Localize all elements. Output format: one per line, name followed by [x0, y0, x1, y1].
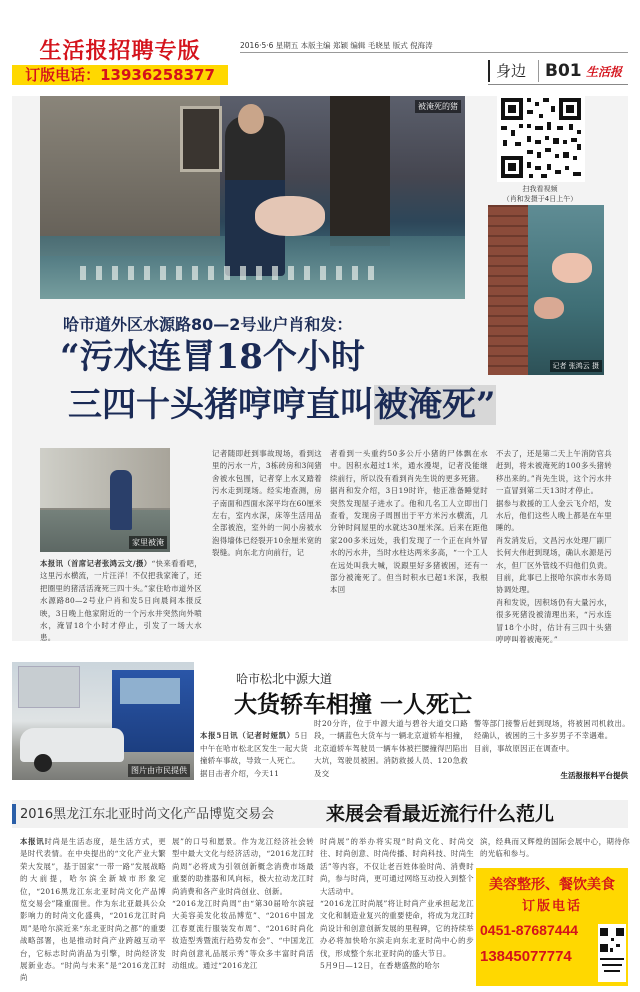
building-bg	[18, 666, 80, 708]
qr-caption-1: 扫我看视频	[522, 185, 558, 193]
recruit-promo	[12, 39, 228, 86]
section-rule	[488, 84, 628, 85]
story2-photo	[12, 662, 194, 780]
story2-source: 生活报报料平台提供	[560, 771, 628, 780]
brick-wall	[488, 205, 528, 375]
story2-kicker: 哈市松北中源大道	[236, 672, 333, 686]
truck-window	[120, 678, 180, 704]
qr-code-icon	[497, 94, 585, 182]
issue-info: 2016·5·6 星期五 本版主编 郑颖 编辑 毛晓星 版式 倪海涛	[240, 41, 433, 50]
story1-headline-line1: “污水连冒18个小时	[60, 337, 365, 377]
ad-qr-icon	[598, 924, 626, 982]
ad-phone-1: 0451-87687444	[480, 922, 579, 938]
story2-headline: 大货轿车相撞 一人死亡	[234, 691, 473, 718]
story2-col2: 时20分许，位于中源大道与碧谷大道交口路段，一辆蓝色大货车与一辆北京道轿车相撞，北京道轿车驾驶员一辆车体被拦腰撞得凹陷出大坑，驾驶员被困。消防救援人员、120急救及交	[314, 719, 468, 778]
story3-col1-text: 时尚是生活态度，是生活方式，更是时代表情。在中央提出的“文化产业大繁荣大发展”，基于国家“一带一路”发展战略的大前提，哈尔滨全新城市形象定位，“2016黑龙江东北亚时尚文化产品博览交易会”隆重面世。作为东北亚最具公众影响力的时尚文化盛典，“2016龙江时尚周”是哈尔滨近来“东北亚时尚之都”的重要战略部署，也是推动时尚产业跨越互动平台，它标志时尚消品为引擎，时尚经济发展新业态。“时尚与未来”是“2016龙江时尚	[20, 837, 166, 983]
story1-kicker: 哈市道外区水源路80—2号业户肖和发：	[63, 315, 353, 334]
story3-band-mark	[12, 804, 16, 824]
story1-col1	[40, 558, 202, 643]
story2-col3: 警等部门接警后赶到现场，将被困司机救出。经确认，被困的三十多岁男子不幸遇难。 目前，事故原因正在调查中。	[474, 719, 630, 753]
ad-title: 美容整形、餐饮美食	[489, 877, 615, 893]
story3-headline: 来展会看最近流行什么范儿	[326, 803, 555, 825]
main-photo-label: 被淹死的猪	[415, 100, 461, 113]
story3-kicker: 2016黑龙江东北亚时尚文化产品博览交易会	[20, 807, 275, 822]
indoor-person	[110, 470, 132, 530]
headline-line2-part1: 三四十头猪哼哼直叫	[68, 385, 374, 425]
story1-side-photo	[488, 205, 604, 375]
wall-window	[180, 106, 222, 172]
qr-caption-2: （肖和发摄于4日上午）	[502, 195, 578, 203]
story1-col3: 者看到一头重约50多公斤小猪的尸体飘在水中。因积水超过1米，通水漫堤，记者没能继续前行，所以没有看到肖先生说的更多死猪。 据肖和发介绍，3日19时许，他正准备睡觉时突然发现屋子进水了。他和几名工人立即出门查看，发现房子周围出于平方米污水横流，几分钟时间屋里的水就达30厘米深。后来在距他家200多米远处，我们发现了一个正在向外冒水的污水井，当时水柱达两米多高，“一个工人在远处叫我大喊，说跟里好多猪被困，还有一部分被淹死了。但当时积水已超1米深，我根本回	[330, 449, 488, 595]
story1-col4: 不去了，还是第二天上午消防官兵赶到，将未被淹死的100多头猪转移出来的。”肖先生说，这个污水井一直冒到第二天13时才停止。 据参与救援的工人金云飞介绍，发水后，他们这些人晚上都是在车里睡的。 肖发消发后，文昌污水处理厂副厂长何大伟赶到现场，确认水源是污水，但厂区外管线不归他们负责。目前，此事已上报哈尔滨市水务局协调处理。 肖和发说，因积场仍有大量污水，很多死猪没被清理出来，“污水连冒18个小时，估计有三四十头猪哼哼叫着被淹死。”	[496, 449, 612, 645]
story3-byline: 本报讯	[20, 837, 45, 846]
header-rule	[240, 52, 628, 53]
story3-col1	[20, 836, 166, 986]
dead-pig	[255, 196, 325, 236]
recruit-promo-title: 生活报招聘专版	[12, 39, 228, 65]
story1-col2: 记者随即赶到事故现场，看到这里的污水一片，3栋砖房和3间猪舍被水包围，记者穿上水叉踏着污水走到现场。经实地查测，房子南面和西面水深平均在60厘米左右，室内水深，床等生活用品全部被泡，室外的一间小房被水泡得墙体已经裂开10余厘米宽的裂缝。向东北方向前行，记	[212, 449, 322, 558]
story1-headline-line2	[68, 383, 628, 427]
story2-col1	[200, 718, 308, 782]
ad-phone-2: 13845077774	[480, 948, 572, 965]
indoor-room	[40, 448, 170, 508]
story2-col1-text: 5日中午在哈市松北区发生一起大货撞轿车事故，导致一人死亡。 据目击者介绍，今天11	[200, 731, 308, 778]
car-wheel	[34, 754, 52, 772]
story3-col2: 展”的口号和愿景。作为龙江经济社会转型中最大文化与经济活动，“2016龙江时尚周”必将成为引领创新概念消费市场最重要的助推器和风向标，极大拉动龙江时尚消费和各产业时尚创业、创新。 “2016龙江时尚周”由“第30届哈尔滨冠大美容美发化妆品博览”、“2016中国龙江春夏流行服装发布周”、“2016时尚化妆造型秀暨流行趋势发布会”、“中国龙江时尚创意礼品展示秀”等众多丰富时尚活动组成。通过“2016龙江	[172, 837, 314, 971]
story2-byline: 本报5日讯（记者时娅凯）	[200, 731, 295, 741]
story1-small-photo	[40, 448, 170, 552]
person-head	[238, 104, 264, 134]
ad-subtitle: 订版电话	[521, 899, 582, 914]
pig-head-2	[534, 297, 564, 319]
brand-logo: 生活报	[586, 65, 623, 79]
story1-main-photo	[40, 96, 465, 299]
ad-qr-code	[598, 924, 626, 982]
story1-col1-text: “快来看看吧，这里污水横流，一片汪洋！不仅把我家淹了，还把圈里的猪活活淹死三四十头。”家住哈市道外区水源路80—2号业户肖和发5日向晨间本报反映，3日晚上他家附近的一个污水井突然向外喷水，淹冒18个小时才停止，引发了一场大水患。	[40, 559, 202, 643]
story1-byline: 本报讯（首席记者张鸿云文/摄）	[40, 559, 152, 568]
headline-line2-highlight: 被淹死”	[374, 385, 496, 425]
section-name: 身边	[488, 60, 526, 82]
small-photo-label: 家里被淹	[129, 536, 167, 549]
story2-photo-label: 图片由市民提供	[128, 764, 190, 777]
debris-white	[80, 266, 380, 280]
page-number: B01	[538, 60, 582, 82]
door	[330, 96, 390, 246]
story3-col4: 滨，经典而又辉煌的国际会展中心，期待你的光临和参与。	[480, 837, 630, 859]
ad-box	[476, 868, 628, 986]
recruit-promo-phone: 订版电话：13936258377	[12, 65, 228, 85]
side-photo-label: 记者 张鸿云 摄	[550, 360, 602, 372]
story3-col3: 时尚展”的举办将实现“时尚文化、时尚交往、时尚创意、时尚传播、时尚科技、时尚生活”等内容，不仅让老百姓体验时尚、消费时尚，参与时尚，更可通过网络互动投入到整个大活动中。 “2016龙江时尚展”将让时尚产业承担起龙江文化和制造业复兴的重要使命，将成为龙江时尚设计和创意创新发展的里程碑，它的持续举办必将加快哈尔滨走向东北亚时尚中心的步伐，形成整个东北亚时尚的盛大节日。 5月9日—12日，在香塘盛熬的哈尔	[320, 837, 474, 971]
qr-code	[497, 94, 585, 182]
section-label	[488, 60, 628, 82]
pig-head	[552, 253, 592, 283]
